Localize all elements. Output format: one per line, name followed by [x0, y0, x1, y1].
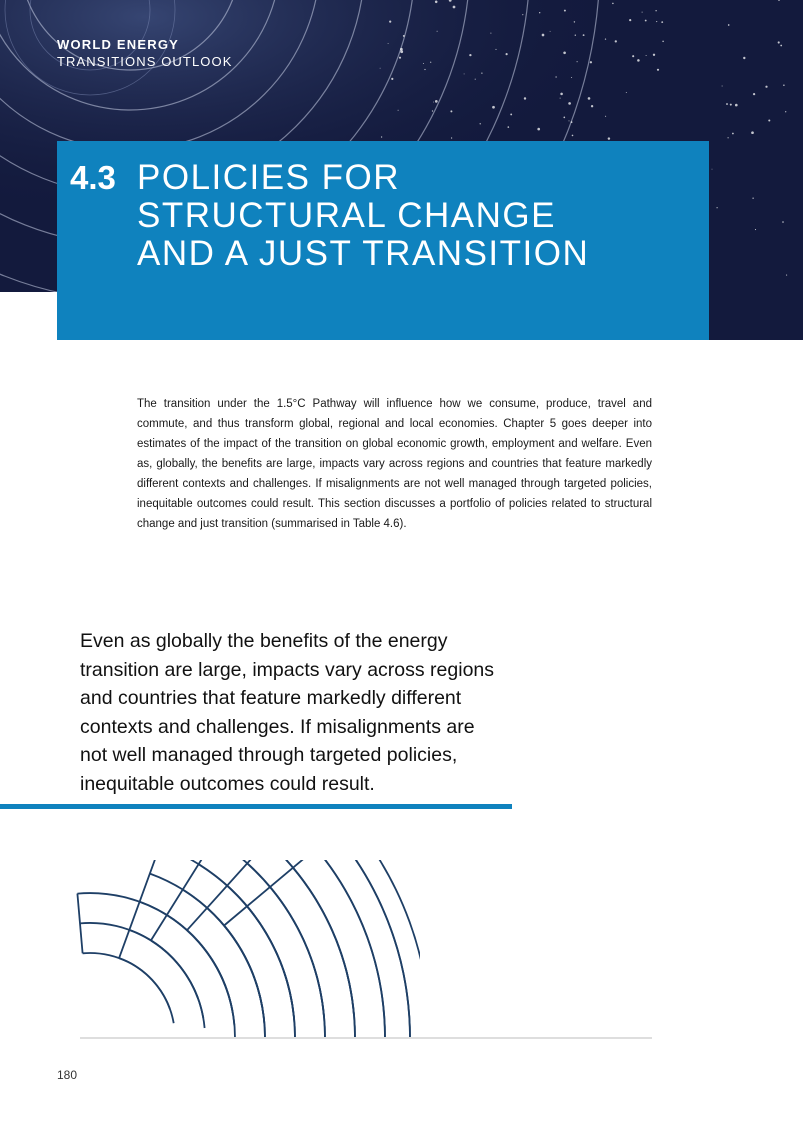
star-dot: [783, 85, 784, 86]
star-dot: [629, 19, 631, 21]
star-dot: [492, 106, 495, 109]
star-dot: [430, 62, 431, 63]
pull-quote-line: and countries that feature markedly different: [80, 687, 462, 709]
star-dot: [399, 57, 401, 59]
star-dot: [583, 34, 585, 36]
star-dot: [785, 111, 786, 112]
pull-quote-line: not well managed through targeted policies,: [80, 744, 458, 766]
pull-quote-rule: [0, 804, 512, 809]
star-dot: [653, 54, 655, 56]
decorative-arc: [150, 874, 262, 1008]
star-dot: [632, 55, 634, 57]
star-dot: [435, 1, 438, 4]
star-dot: [728, 24, 730, 26]
section-title-line: STRUCTURAL CHANGE: [137, 196, 556, 235]
decorative-arcs-graphic: [60, 860, 420, 1040]
decorative-arc: [335, 860, 410, 1038]
star-dot: [560, 93, 563, 96]
star-dot: [782, 221, 784, 223]
star-dot: [480, 123, 481, 124]
star-dot: [563, 51, 566, 54]
star-dot: [550, 31, 551, 32]
decorative-arc-spoke: [151, 860, 231, 941]
star-dot: [522, 14, 523, 15]
star-dot: [626, 92, 627, 93]
star-dot: [475, 79, 476, 80]
star-dot: [642, 12, 643, 13]
star-dot: [481, 72, 482, 73]
section-title-line: AND A JUST TRANSITION: [137, 234, 590, 273]
star-dot: [560, 98, 561, 99]
star-dot: [400, 50, 403, 53]
decorative-arc: [160, 860, 292, 1002]
decorative-arc: [247, 906, 295, 1038]
star-dot: [424, 69, 425, 70]
star-dot: [590, 61, 592, 63]
pull-quote-line: contexts and challenges. If misalignments are: [80, 715, 475, 738]
star-dot: [608, 137, 610, 139]
star-dot: [568, 102, 571, 105]
star-dot: [575, 35, 576, 36]
decorative-arc: [267, 860, 355, 1038]
decorative-arc: [129, 930, 203, 1018]
decorative-arc: [183, 890, 265, 1023]
brand-line-2: TRANSITIONS OUTLOOK: [57, 54, 233, 69]
star-dot: [753, 93, 755, 95]
decorative-arc: [270, 887, 325, 1038]
star-dot: [469, 54, 471, 56]
star-dot: [433, 102, 434, 103]
star-dot: [730, 104, 732, 106]
star-dot: [380, 68, 381, 69]
star-dot: [605, 38, 606, 39]
decorative-arc: [227, 886, 295, 1038]
star-dot: [403, 35, 405, 37]
star-dot: [591, 105, 593, 107]
star-dot: [571, 121, 573, 123]
star-dot: [572, 135, 574, 137]
star-dot: [388, 43, 389, 44]
star-dot: [588, 97, 591, 100]
decorative-arc: [187, 930, 235, 1038]
star-dot: [645, 20, 647, 22]
star-dot: [732, 133, 734, 135]
decorative-arc: [207, 908, 265, 1038]
star-dot: [726, 103, 728, 105]
decorative-arc-spoke: [187, 860, 304, 930]
star-dot: [712, 169, 713, 170]
star-dot: [451, 137, 452, 138]
star-dot: [755, 229, 756, 230]
brand-line-1: WORLD ENERGY: [57, 37, 180, 52]
star-dot: [786, 275, 787, 276]
star-dot: [508, 126, 510, 128]
pull-quote-line: inequitable outcomes could result.: [80, 772, 375, 795]
star-dot: [612, 3, 614, 5]
star-dot: [768, 119, 770, 121]
star-dot: [510, 113, 512, 115]
star-dot: [400, 48, 403, 51]
star-dot: [765, 86, 767, 88]
star-dot: [537, 128, 540, 131]
pull-quote-line: transition are large, impacts vary across regions: [80, 658, 495, 681]
star-dot: [555, 76, 556, 77]
publication-brand: [57, 36, 232, 70]
hero-banner: [0, 0, 803, 340]
star-dot: [398, 110, 399, 111]
star-dot: [391, 78, 393, 80]
star-dot: [453, 6, 456, 9]
star-dot: [564, 10, 566, 12]
star-dot: [381, 136, 382, 137]
star-dot: [539, 12, 540, 13]
star-dot: [423, 63, 424, 64]
decorative-arc: [316, 860, 385, 1038]
page-number: 180: [57, 1068, 78, 1082]
star-dot: [464, 73, 465, 74]
star-dot: [657, 69, 659, 71]
pull-quote-line: Even as globally the benefits of the energy: [80, 630, 448, 652]
star-dot: [751, 131, 754, 134]
star-dot: [574, 21, 575, 22]
decorative-arc: [119, 958, 174, 1023]
star-dot: [605, 116, 606, 117]
star-dot: [571, 77, 572, 78]
star-dot: [450, 110, 452, 112]
star-dot: [722, 86, 723, 87]
star-dot: [656, 21, 657, 22]
decorative-arc: [199, 864, 295, 1020]
pull-quote: [80, 627, 530, 798]
star-dot: [735, 104, 738, 107]
star-dot: [615, 40, 617, 42]
section-title-box: [57, 141, 709, 340]
star-dot: [506, 53, 508, 55]
star-dot: [577, 61, 578, 62]
star-dot: [727, 137, 728, 138]
star-dot: [569, 120, 570, 121]
star-dot: [495, 49, 496, 50]
intro-paragraph: The transition under the 1.5°C Pathway will influence how we consume, produce, travel and commute, and thus transform global, regional and local economies. Chapter 5 goes deeper into estimates of the impact of the transition on global economic growth, employment and welfare. Even as, globally, the benefits are large, impacts vary across regions and countries that feature markedly different contexts and challenges. If misalignments are not well managed through targeted policies, inequitable outcomes could result. This section discusses a portfolio of policies related to structural change and just transition (summarised in Table 4.6).: [137, 397, 652, 530]
decorative-arc: [224, 926, 265, 1039]
star-dot: [542, 34, 545, 37]
star-dot: [661, 21, 663, 23]
star-dot: [524, 97, 526, 99]
star-dot: [662, 41, 663, 42]
star-dot: [435, 100, 438, 103]
star-dot: [743, 57, 745, 59]
star-dot: [563, 117, 565, 119]
star-dot: [637, 59, 640, 62]
decorative-arc: [247, 863, 325, 1038]
star-dot: [752, 198, 753, 199]
star-dot: [389, 21, 391, 23]
star-dot: [778, 41, 780, 43]
star-dot: [716, 207, 717, 208]
star-dot: [432, 110, 433, 111]
star-dot: [490, 33, 491, 34]
base-rule: [80, 1037, 652, 1039]
decorative-arc: [151, 941, 205, 1029]
star-dot: [780, 45, 782, 47]
section-title-line: POLICIES FOR: [137, 158, 401, 197]
section-number: 4.3: [70, 159, 116, 196]
section-title: [137, 159, 589, 273]
star-dot: [646, 55, 647, 56]
star-dot: [655, 10, 656, 11]
star-dot: [437, 31, 438, 32]
